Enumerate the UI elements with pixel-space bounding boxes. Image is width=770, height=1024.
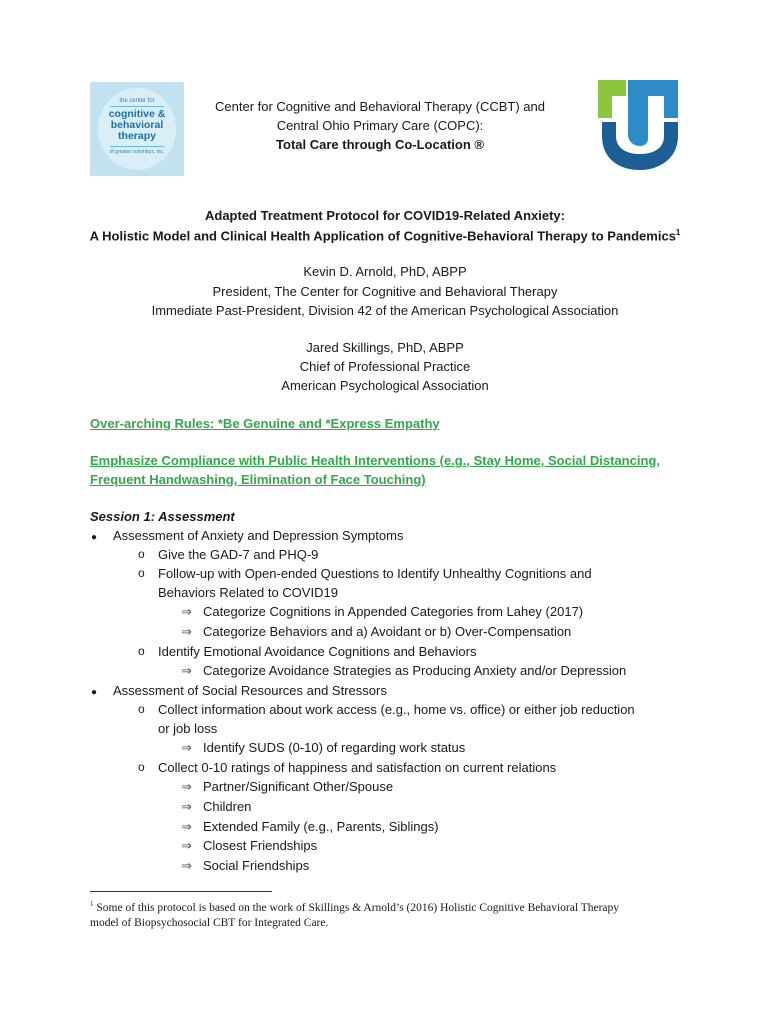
item-work-access-line-2: or job loss xyxy=(158,721,218,736)
item-gad7-phq9: Give the GAD-7 and PHQ-9 xyxy=(158,547,319,562)
item-emotional-avoidance: Identify Emotional Avoidance Cognitions and Behaviors xyxy=(158,644,477,659)
shield-green-corner xyxy=(598,80,626,118)
arrow-icon: ⇒ xyxy=(181,740,192,755)
bullet-icon: ● xyxy=(91,687,98,698)
author-1-role-1: President, The Center for Cognitive and Behavioral Therapy xyxy=(212,284,558,299)
item-work-access-line-1: Collect information about work access (e.g., home vs. office) or either job reduction xyxy=(158,702,635,717)
copc-shield-logo xyxy=(596,78,682,172)
overarching-rules-link[interactable]: Over-arching Rules: *Be Genuine and *Express Empathy xyxy=(90,416,440,431)
item-social-friendships: Social Friendships xyxy=(203,858,310,873)
arrow-icon: ⇒ xyxy=(181,663,192,678)
item-identify-suds: Identify SUDS (0-10) of regarding work status xyxy=(203,740,466,755)
author-2-role-1: Chief of Professional Practice xyxy=(299,359,471,374)
title-footnote-mark: 1 xyxy=(675,228,681,237)
item-extended-family: Extended Family (e.g., Parents, Siblings) xyxy=(203,819,439,834)
doc-title-line-1: Adapted Treatment Protocol for COVID19-Related Anxiety: xyxy=(205,208,565,223)
item-categorize-behaviors: Categorize Behaviors and a) Avoidant or b) Over-Compensation xyxy=(203,624,572,639)
logo-text-line2: cognitive & xyxy=(108,108,166,120)
item-closest-friendships: Closest Friendships xyxy=(203,838,318,853)
item-collect-ratings: Collect 0-10 ratings of happiness and satisfaction on current relations xyxy=(158,760,557,775)
bullet-icon: ● xyxy=(91,532,98,543)
circle-bullet-icon: o xyxy=(138,547,145,561)
logo-rule-bottom xyxy=(110,146,164,147)
logo-text-line4: therapy xyxy=(118,130,156,142)
circle-bullet-icon: o xyxy=(138,760,145,774)
logo-text-line3: behavioral xyxy=(110,119,164,131)
author-2-role-2: American Psychological Association xyxy=(281,378,489,393)
bullet-social-resources: Assessment of Social Resources and Stressors xyxy=(113,683,387,698)
item-followup-line-2: Behaviors Related to COVID19 xyxy=(158,585,338,600)
circle-bullet-icon: o xyxy=(138,702,145,716)
logo-text-line5: of greater columbus, inc. xyxy=(109,149,165,155)
arrow-icon: ⇒ xyxy=(181,779,192,794)
org-line-2: Central Ohio Primary Care (COPC): xyxy=(276,118,484,133)
arrow-icon: ⇒ xyxy=(181,799,192,814)
logo-text-line1: the center for xyxy=(119,98,155,104)
bullet-anxiety-depression: Assessment of Anxiety and Depression Symptoms xyxy=(113,528,404,543)
author-1-name: Kevin D. Arnold, PhD, ABPP xyxy=(303,264,467,279)
org-line-3: Total Care through Co-Location ® xyxy=(276,137,484,152)
session-heading: Session 1: Assessment xyxy=(90,509,235,524)
doc-title-line-2 xyxy=(0,228,770,243)
item-children: Children xyxy=(203,799,252,814)
author-1-role-2: Immediate Past-President, Division 42 of the American Psychological Association xyxy=(151,303,619,318)
arrow-icon: ⇒ xyxy=(181,819,192,834)
item-categorize-avoidance: Categorize Avoidance Strategies as Producing Anxiety and/or Depression xyxy=(203,663,627,678)
arrow-icon: ⇒ xyxy=(181,858,192,873)
circle-bullet-icon: o xyxy=(138,566,145,580)
logo-rule-top xyxy=(110,106,164,107)
author-2-name: Jared Skillings, PhD, ABPP xyxy=(306,340,464,355)
arrow-icon: ⇒ xyxy=(181,838,192,853)
circle-bullet-icon: o xyxy=(138,644,145,658)
doc-title-line-2-text: A Holistic Model and Clinical Health Application of Cognitive-Behavioral Therapy to Pandemics xyxy=(89,228,676,244)
item-followup-line-1: Follow-up with Open-ended Questions to Identify Unhealthy Cognitions and xyxy=(158,566,592,581)
footnote-divider xyxy=(90,891,272,892)
item-categorize-cognitions: Categorize Cognitions in Appended Categories from Lahey (2017) xyxy=(203,604,584,619)
compliance-link-line-1[interactable]: Emphasize Compliance with Public Health Interventions (e.g., Stay Home, Social Distancing, xyxy=(90,453,660,468)
item-partner: Partner/Significant Other/Spouse xyxy=(203,779,394,794)
compliance-link-line-2[interactable]: Frequent Handwashing, Elimination of Face Touching) xyxy=(90,472,426,487)
footnote-text-1: Some of this protocol is based on the work of Skillings & Arnold’s (2016) Holistic Cognitive Behavioral Therapy xyxy=(96,901,620,914)
footnote-line-1 xyxy=(90,900,619,914)
arrow-icon: ⇒ xyxy=(181,624,192,639)
footnote-line-2: model of Biopsychosocial CBT for Integrated Care. xyxy=(90,917,329,929)
footnote-mark: 1 xyxy=(90,900,94,908)
arrow-icon: ⇒ xyxy=(181,604,192,619)
org-line-1: Center for Cognitive and Behavioral Therapy (CCBT) and xyxy=(215,99,545,114)
